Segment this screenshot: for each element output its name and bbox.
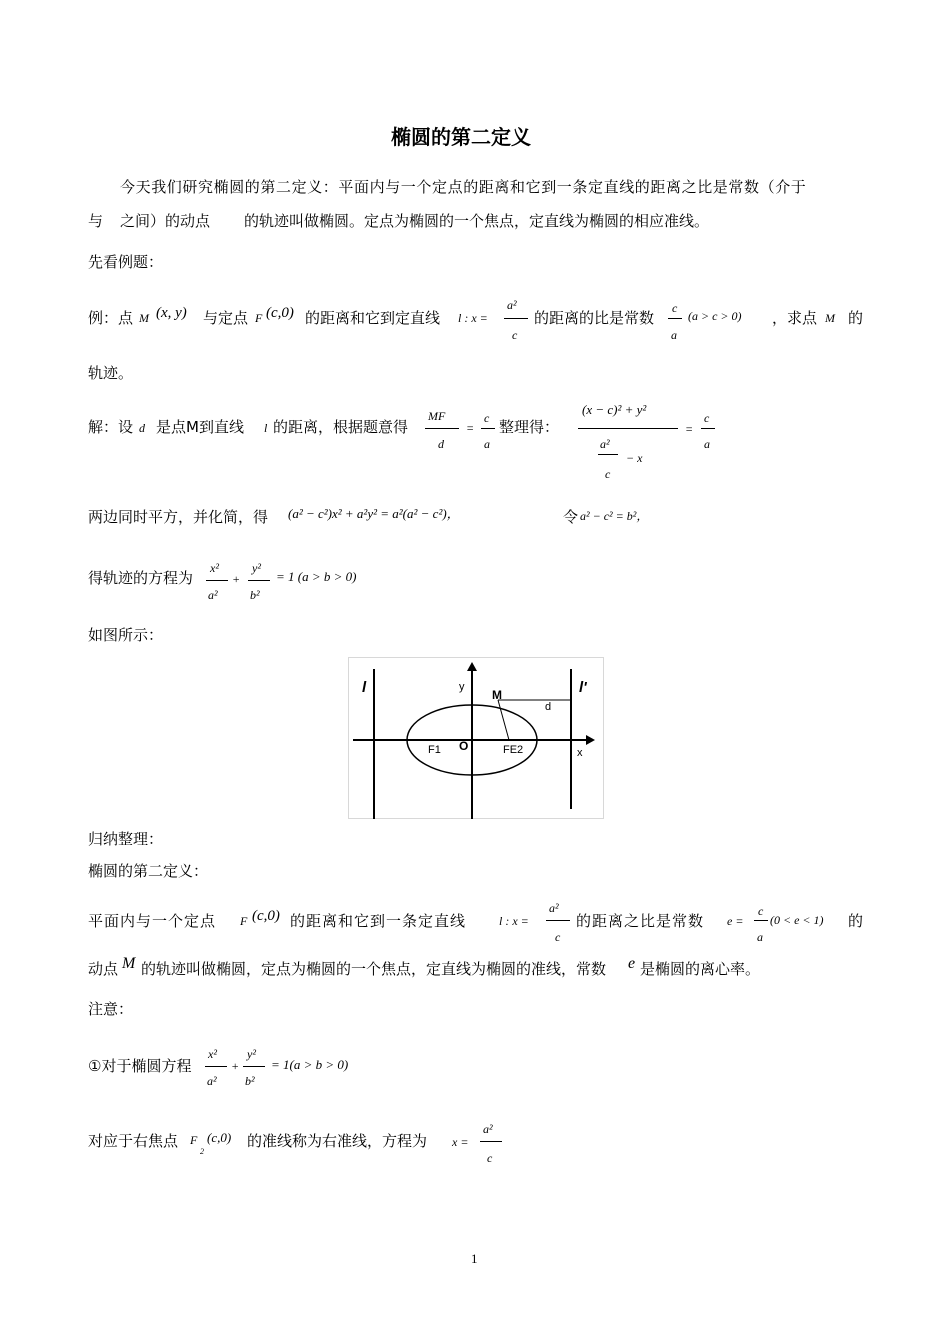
right-directrix-c0: (c,0) bbox=[207, 1130, 232, 1145]
label-O: O bbox=[459, 739, 469, 753]
intro-line1: 今天我们研究椭圆的第二定义：平面内与一个定点的距离和它到一条定直线的距离之比是常数（介于 bbox=[120, 178, 807, 196]
label-l: l bbox=[362, 679, 367, 696]
example-ratio-num: c bbox=[672, 301, 678, 315]
def-condition: (0 < e < 1) bbox=[770, 913, 824, 927]
solution-c2: c bbox=[704, 411, 710, 425]
label-F1: F1 bbox=[428, 744, 441, 756]
right-directrix-xeq: x = bbox=[452, 1135, 469, 1149]
def-e-den: a bbox=[757, 930, 763, 944]
def-c0: (c,0) bbox=[252, 908, 280, 924]
def-frac-den: c bbox=[555, 930, 561, 944]
square-expr: (a² − c²)x² + a²y² = a²(a² − c²)， bbox=[288, 506, 460, 521]
note1-x2: x² bbox=[208, 1047, 217, 1061]
trajectory-a2: a² bbox=[208, 588, 218, 602]
square-text-2: 令 bbox=[563, 508, 579, 526]
note: 注意： bbox=[88, 1000, 134, 1018]
right-directrix-sub: 2 bbox=[200, 1147, 204, 1156]
note1-rhs: = 1(a > b > 0) bbox=[271, 1057, 349, 1072]
example-M: M bbox=[139, 311, 149, 325]
right-directrix-text-1: 对应于右焦点 bbox=[88, 1132, 179, 1150]
label-y: y bbox=[459, 681, 465, 693]
solution-big-den-c: c bbox=[605, 467, 611, 481]
solution-c: c bbox=[484, 411, 490, 425]
example-M2: M bbox=[825, 311, 835, 325]
example-text-7: 轨迹。 bbox=[88, 364, 134, 382]
solution-big-den-x: − x bbox=[626, 451, 643, 465]
example-text-1: 例：点 bbox=[88, 309, 134, 327]
def-line2a: 动点 bbox=[88, 960, 119, 978]
solution-MF: MF bbox=[428, 409, 446, 423]
example-ratio-den: a bbox=[671, 328, 677, 342]
solution-big-den-a2: a² bbox=[600, 437, 610, 451]
see-example: 先看例题： bbox=[88, 253, 164, 271]
example-text-3: 的距离和它到定直线 bbox=[305, 309, 441, 327]
summary: 归纳整理： bbox=[88, 830, 164, 848]
trajectory-x2: x² bbox=[210, 561, 219, 575]
right-directrix-den: c bbox=[487, 1151, 493, 1165]
label-x: x bbox=[577, 747, 583, 759]
ellipse-figure bbox=[348, 657, 604, 819]
solution-a2: a bbox=[704, 437, 710, 451]
example-text-5: ，求点 bbox=[772, 309, 818, 327]
note1-y2: y² bbox=[247, 1047, 256, 1061]
solution-a: a bbox=[484, 437, 490, 451]
page-number: 1 bbox=[471, 1251, 478, 1266]
right-directrix-num: a² bbox=[483, 1122, 493, 1136]
solution-text-3: 的距离，根据题意得 bbox=[273, 418, 409, 436]
intro-line2c: 的轨迹叫做椭圆。定点为椭圆的一个焦点，定直线为椭圆的相应准线。 bbox=[244, 212, 710, 230]
trajectory-plus: + bbox=[232, 572, 241, 586]
example-line-eq: l : x = bbox=[458, 311, 488, 325]
example-F: F bbox=[255, 311, 263, 325]
def-text-3: 的距离之比是常数 bbox=[576, 912, 705, 930]
example-text-2: 与定点 bbox=[203, 309, 249, 327]
right-directrix-text-2: 的准线称为右准线，方程为 bbox=[247, 1132, 428, 1150]
def-e: e bbox=[628, 955, 636, 972]
example-text-6: 的 bbox=[848, 309, 864, 327]
square-text-1: 两边同时平方，并化简，得 bbox=[88, 508, 269, 526]
solution-d: d bbox=[139, 421, 145, 435]
example-c0: (c,0) bbox=[266, 305, 294, 321]
example-frac-den: c bbox=[512, 328, 518, 342]
def-e-eq: e = bbox=[727, 914, 744, 928]
solution-text-2: 是点M到直线 bbox=[156, 418, 244, 436]
solution-big-num: (x − c)² + y² bbox=[582, 402, 647, 417]
label-d: d bbox=[545, 701, 552, 713]
def-line-eq: l : x = bbox=[499, 914, 529, 928]
def-text-4: 的 bbox=[848, 912, 864, 930]
def-text-2: 的距离和它到一条定直线 bbox=[290, 912, 467, 930]
square-expr2: a² − c² = b²， bbox=[580, 509, 649, 523]
intro-line2b: 之间）的动点 bbox=[120, 212, 211, 230]
solution-eq2: = bbox=[685, 422, 694, 436]
trajectory-y2: y² bbox=[252, 561, 261, 575]
solution-text-4: 整理得： bbox=[499, 418, 560, 436]
example-text-4: 的距离的比是常数 bbox=[534, 309, 655, 327]
def-text-1: 平面内与一个定点 bbox=[88, 912, 217, 930]
note1-plus: + bbox=[231, 1059, 240, 1073]
trajectory-rhs: = 1 (a > b > 0) bbox=[276, 569, 357, 584]
def-F: F bbox=[240, 914, 248, 928]
def-frac-num: a² bbox=[549, 901, 559, 915]
label-F2: FE2 bbox=[503, 744, 524, 756]
solution-MF-den: d bbox=[438, 437, 444, 451]
page-title: 椭圆的第二定义 bbox=[391, 125, 531, 149]
trajectory-b2: b² bbox=[250, 588, 260, 602]
definition-title: 椭圆的第二定义： bbox=[88, 862, 209, 880]
example-frac-num: a² bbox=[507, 298, 517, 312]
label-l-prime: l' bbox=[579, 679, 587, 696]
solution-l: l bbox=[264, 421, 268, 435]
intro-line2a: 与 bbox=[88, 212, 104, 230]
trajectory-text: 得轨迹的方程为 bbox=[88, 569, 194, 587]
example-condition: (a > c > 0) bbox=[688, 309, 742, 323]
def-line2b: 的轨迹叫做椭圆，定点为椭圆的一个焦点，定直线为椭圆的准线，常数 bbox=[141, 960, 607, 978]
def-M: M bbox=[122, 955, 136, 972]
right-directrix-F: F bbox=[190, 1133, 198, 1147]
label-M: M bbox=[492, 688, 502, 702]
solution-text-1: 解：设 bbox=[88, 418, 134, 436]
note1-b2: b² bbox=[245, 1074, 255, 1088]
def-line2c: 是椭圆的离心率。 bbox=[640, 960, 761, 978]
as-shown: 如图所示： bbox=[88, 626, 164, 644]
def-e-num: c bbox=[758, 904, 764, 918]
solution-eq: = bbox=[466, 421, 475, 435]
example-xy: (x, y) bbox=[156, 305, 187, 321]
note1-text: ①对于椭圆方程 bbox=[88, 1057, 192, 1075]
note1-a2: a² bbox=[207, 1074, 217, 1088]
